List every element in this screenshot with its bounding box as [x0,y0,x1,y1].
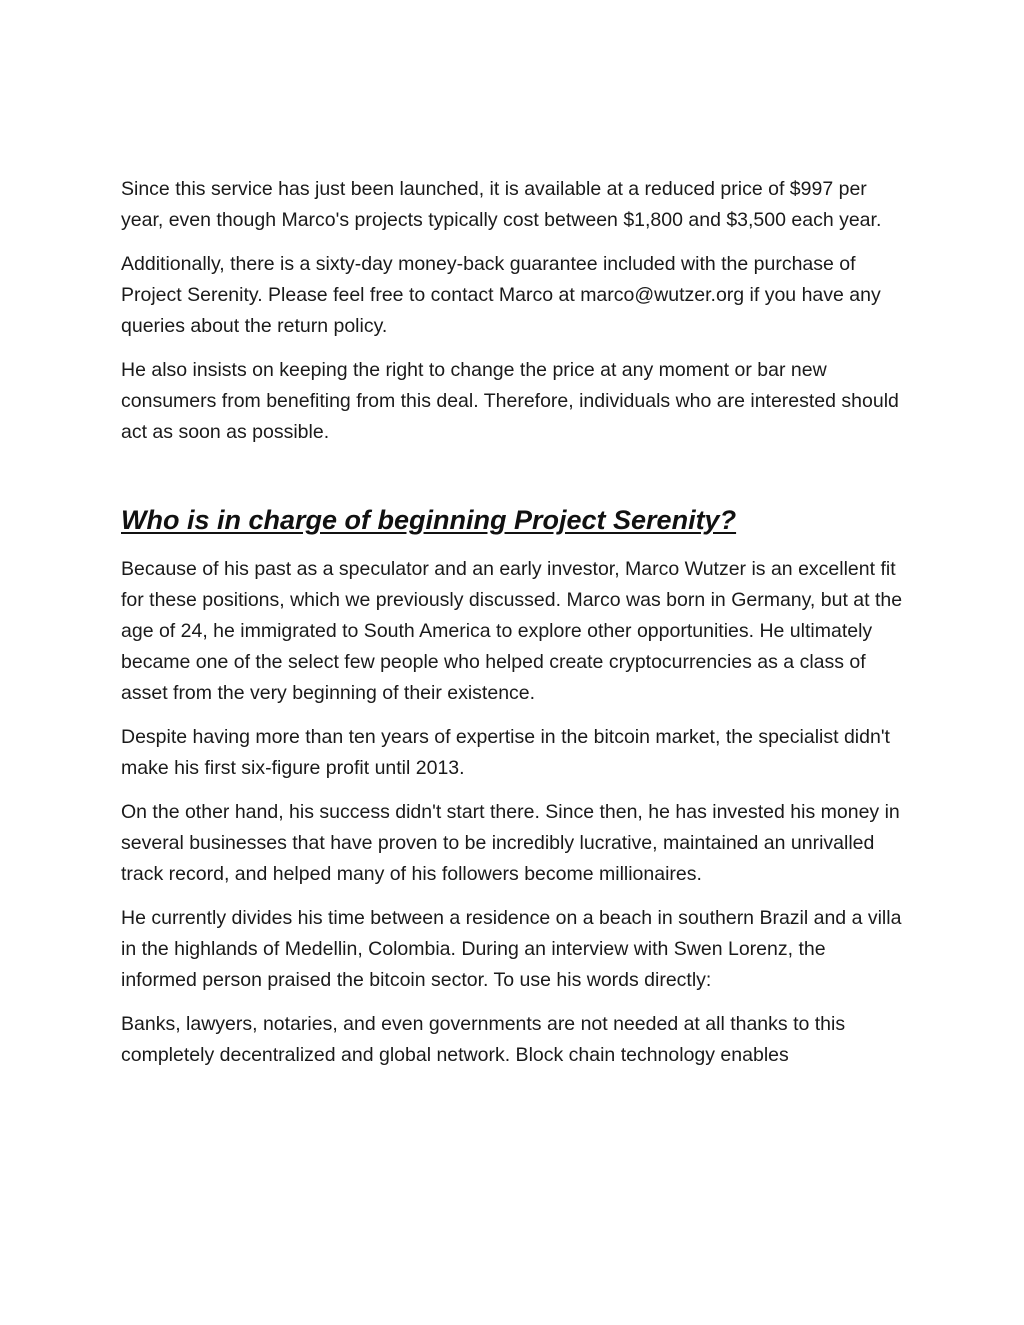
paragraph-quote: Banks, lawyers, notaries, and even governments are not needed at all thanks to this completely decentralized and global network. Block chain technology enables [121,1013,846,1066]
paragraph-price-change: He also insists on keeping the right to change the price at any moment or bar new consumers from benefiting from this deal. Therefore, individuals who are interested should act as soon as possible. [121,359,899,443]
paragraph-price: Since this service has just been launched, it is available at a reduced price of $997 per year, even though Marco's projects typically cost between $1,800 and $3,500 each year. [121,178,882,231]
paragraph-guarantee: Additionally, there is a sixty-day money-back guarantee included with the purchase of Project Serenity. Please feel free to contact Marco at marco@wutzer.org if you have any queries about the return policy. [121,253,881,337]
paragraph-expertise: Despite having more than ten years of expertise in the bitcoin market, the specialist didn't make his first six-figure profit until 2013. [121,726,890,779]
paragraph-success: On the other hand, his success didn't start there. Since then, he has invested his money in several businesses that have proven to be incredibly lucrative, maintained an unrivalled track record, and helped many of his followers become millionaires. [121,801,900,885]
section-heading: Who is in charge of beginning Project Serenity? [121,505,737,535]
paragraph-background: Because of his past as a speculator and an early investor, Marco Wutzer is an excellent fit for these positions, which we previously discussed. Marco was born in Germany, but at the age of 24, he immigrated to South America to explore other opportunities. He ultimately became one of the select few people who helped create cryptocurrencies as a class of asset from the very beginning of their existence. [121,558,903,704]
paragraph-residence: He currently divides his time between a residence on a beach in southern Brazil and a villa in the highlands of Medellin, Colombia. During an interview with Swen Lorenz, the informed person praised the bitcoin sector. To use his words directly: [121,907,902,991]
document-body [121,174,906,1084]
